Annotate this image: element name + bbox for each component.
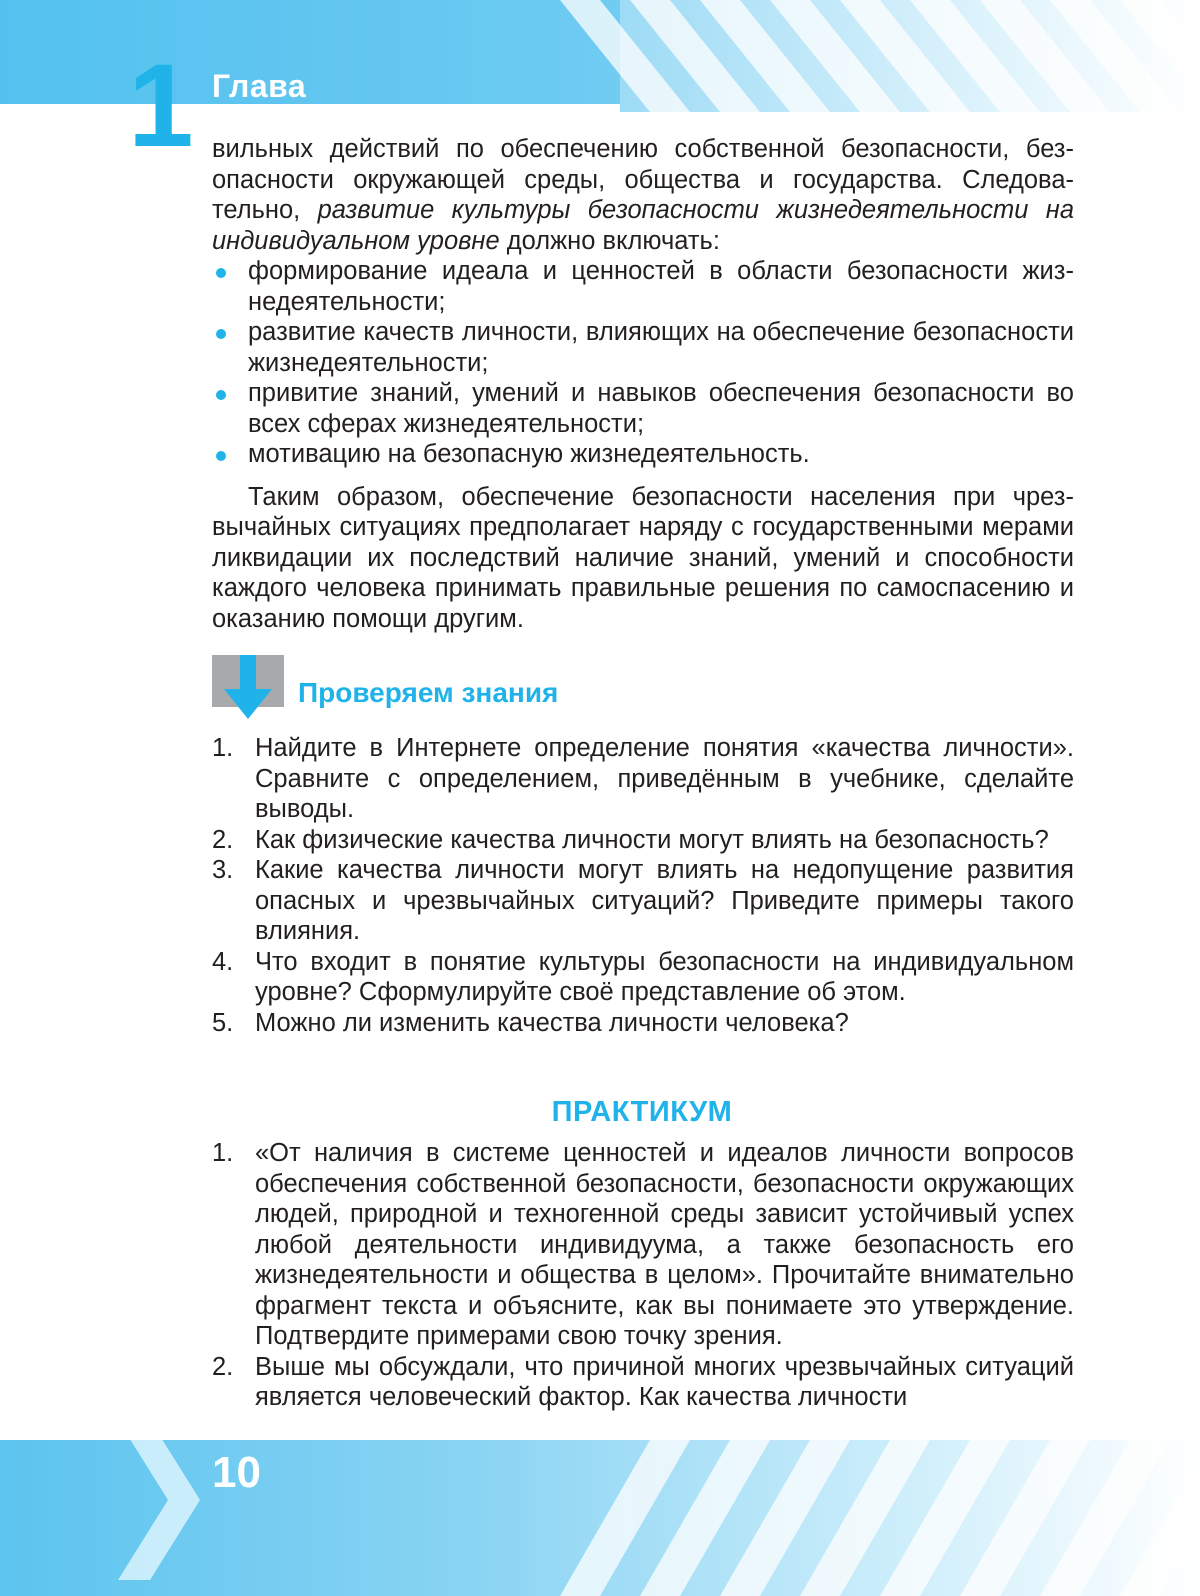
check-section-title: Проверяем знания <box>298 677 559 708</box>
check-questions <box>212 733 1074 1038</box>
down-arrow-icon <box>212 655 284 721</box>
question-number: 3. <box>212 856 234 884</box>
question-text: Как физические качества личности могут влиять на безопасность? <box>255 825 1049 854</box>
question-text: Какие качества личности могут влиять на недопущение развития опасных и чрезвычайных ситуаций? Приведите примеры такого влияния. <box>255 856 1074 945</box>
task-text: Выше мы обсуждали, что причиной многих чрезвычайных ситуаций является человеческий фактор. Как качества личности <box>255 1352 1074 1411</box>
intro-line-3-start: тельно, <box>212 196 318 224</box>
conclusion-paragraph: Таким образом, обеспечение безопасности населения при чрезвычайных ситуациях предполагает наряду с государственными мерами ликвидации их последствий наличие знаний, умений и способности каждого человека принимать правильные решения по самоспасению и оказанию помощи другим. <box>212 482 1074 633</box>
chapter-number: 1 <box>128 40 194 172</box>
intro-text <box>212 134 1074 256</box>
practicum-title: ПРАКТИКУМ <box>551 1096 733 1128</box>
question-text: Найдите в Интернете определение понятия «качества личности». Сравните с определением, приведённым в учебнике, сделайте выводы. <box>255 734 1074 823</box>
intro-line-3-end: должно включать: <box>499 226 720 255</box>
footer-stripes <box>0 1440 1200 1596</box>
bullet-dot-icon <box>216 451 226 461</box>
footer-band <box>0 1440 1200 1596</box>
question-item <box>212 825 1074 856</box>
task-number: 2. <box>212 1352 234 1381</box>
question-number: 5. <box>212 1008 234 1037</box>
practicum-tasks <box>212 1138 1074 1413</box>
question-number: 2. <box>212 825 234 854</box>
bullet-dot-icon <box>216 268 226 278</box>
bullet-text: мотивацию на безопасную жизнедеятельность. <box>248 440 810 468</box>
intro-italic-term: развитие культуры безопасности жизнедеятельности на индивидуальном уровне <box>212 196 1075 255</box>
bullet-item <box>212 317 1074 378</box>
task-number: 1. <box>212 1139 234 1167</box>
task-item <box>212 1138 1074 1352</box>
page-number: 10 <box>212 1448 261 1497</box>
task-list <box>212 1138 1074 1413</box>
chapter-label: Глава <box>212 68 307 104</box>
bullet-dot-icon <box>216 329 226 339</box>
bullet-text: привитие знаний, умений и навыков обеспечения безопасности во всех сферах жизнедеятельности; <box>248 379 1074 438</box>
bullet-dot-icon <box>216 390 226 400</box>
question-text: Можно ли изменить качества личности человека? <box>255 1008 849 1037</box>
intro-paragraph <box>212 134 1074 634</box>
task-item <box>212 1352 1074 1413</box>
intro-line-1: вильных действий по обеспечению собственной безопасности, без- <box>212 135 1074 163</box>
question-text: Что входит в понятие культуры безопасности на индивидуальном уровне? Сформулируйте своё представление об этом. <box>255 947 1074 1006</box>
question-item <box>212 733 1074 825</box>
bullet-item <box>212 378 1074 439</box>
question-item <box>212 947 1074 1008</box>
check-section-heading <box>212 655 812 721</box>
question-item <box>212 855 1074 947</box>
bullet-item <box>212 439 1074 470</box>
bullet-text: формирование идеала и ценностей в области безопасности жизнедеятельности; <box>248 257 1074 316</box>
bullet-text: развитие качеств личности, влияющих на обеспечение безопасности жизнедеятельности; <box>248 318 1074 377</box>
task-text: «От наличия в системе ценностей и идеалов личности вопросов обеспечения собственной безопасности, безопасности окружающих людей, природной и техногенной среды зависит устойчивый успех любой деятельности индивидуума, а также безопасность его жизнедеятельности и общества в целом». Прочитайте внимательно фрагмент текста и объясните, как вы понимаете это утверждение. Подтвердите примерами свою точку зрения. <box>255 1139 1074 1350</box>
bullet-item <box>212 256 1074 317</box>
chevron-right-icon <box>118 1440 200 1580</box>
question-list <box>212 733 1074 1038</box>
bullet-list <box>212 256 1074 470</box>
intro-line-2: опасности окружающей среды, общества и государства. Следова- <box>212 165 1074 194</box>
question-number: 4. <box>212 947 234 976</box>
question-number: 1. <box>212 734 234 762</box>
question-item <box>212 1008 1074 1039</box>
